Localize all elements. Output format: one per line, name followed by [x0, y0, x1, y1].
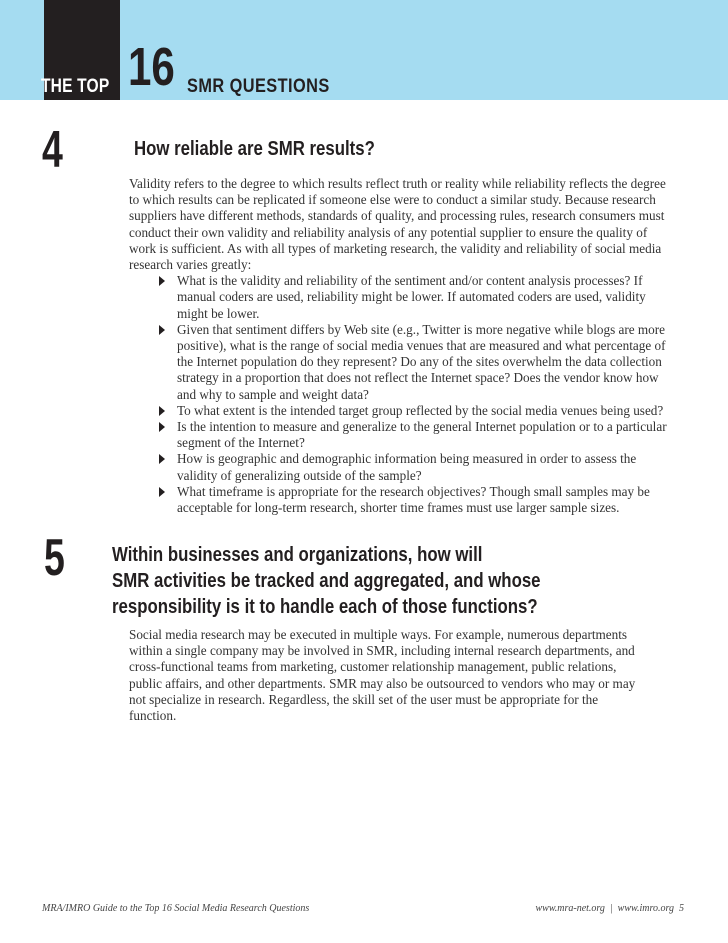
question-4-heading: How reliable are SMR results?: [134, 138, 375, 160]
question-5-heading-line-3: responsibility is it to handle each of those functions?: [112, 596, 538, 618]
footer-urls-page-number: www.mra-net.org | www.imro.org 5: [535, 903, 684, 914]
triangle-bullet-icon: [159, 454, 165, 464]
header-title: SMR QUESTIONS: [187, 76, 330, 97]
header-prefix: THE TOP: [41, 76, 110, 97]
bullet-text: What is the validity and reliability of the sentiment and/or content analysis processes? If manual coders are used, reliability might be lower. If automated coders are used, validity might be lower.: [177, 273, 646, 321]
bullet-text: What timeframe is appropriate for the research objectives? Though small samples may be acceptable for long-term research, shorter time frames must use larger sample sizes.: [177, 483, 650, 516]
bullet-text: Is the intention to measure and generalize to the general Internet population or to a particular segment of the Internet?: [177, 419, 667, 451]
triangle-bullet-icon: [159, 487, 165, 497]
footer-guide-title: MRA/IMRO Guide to the Top 16 Social Media Research Questions: [42, 903, 310, 914]
question-4-bullet-list: [129, 273, 677, 516]
bullet-text: To what extent is the intended target group reflected by the social media venues being used?: [177, 402, 664, 418]
question-4-number: 4: [42, 121, 63, 179]
triangle-bullet-icon: [159, 276, 165, 286]
question-4-body: [129, 176, 677, 516]
list-item: [157, 403, 677, 419]
question-5-body: [129, 627, 637, 724]
list-item: [157, 322, 677, 403]
header-number: 16: [128, 37, 175, 97]
question-5-paragraph: Social media research may be executed in multiple ways. For example, numerous departments within a single company may be involved in SMR, including internal research departments, and cross-functional teams from marketing, customer relationship management, public relations, public affairs, and other departments. SMR may also be outsourced to vendors who may or may not specialize in research. Regardless, the skill set of the user must be appropriate for the function.: [129, 627, 636, 724]
bullet-text: How is geographic and demographic information being measured in order to assess the validity of generalizing outside of the sample?: [177, 451, 637, 483]
list-item: [157, 484, 677, 516]
bullet-text: Given that sentiment differs by Web site (e.g., Twitter is more negative while blogs are more positive), what is the range of social media venues that are measured and what percentage of the Internet population do they represent? Do any of the sites overwhelm the data collection strategy in a proportion that does not reflect the Internet space? Does the vendor know how and why to sample and weight data?: [177, 321, 666, 402]
question-5-number: 5: [44, 529, 65, 587]
question-4-paragraph: Validity refers to the degree to which results reflect truth or reality while reliability reflects the degree to which results can be replicated if someone else were to conduct a similar study. Because research suppliers have different methods, standards of quality, and processing rules, research consumers must conduct their own validity and reliability analysis of any potential supplier to ensure the quality of work is sufficient. As with all types of marketing research, the validity and reliability of social media research varies greatly:: [129, 176, 666, 273]
question-5-heading-line-1: Within businesses and organizations, how will: [112, 544, 483, 566]
list-item: [157, 419, 677, 451]
triangle-bullet-icon: [159, 406, 165, 416]
triangle-bullet-icon: [159, 422, 165, 432]
list-item: [157, 451, 677, 483]
list-item: [157, 273, 677, 322]
question-5-heading-line-2: SMR activities be tracked and aggregated, and whose: [112, 570, 541, 592]
triangle-bullet-icon: [159, 325, 165, 335]
